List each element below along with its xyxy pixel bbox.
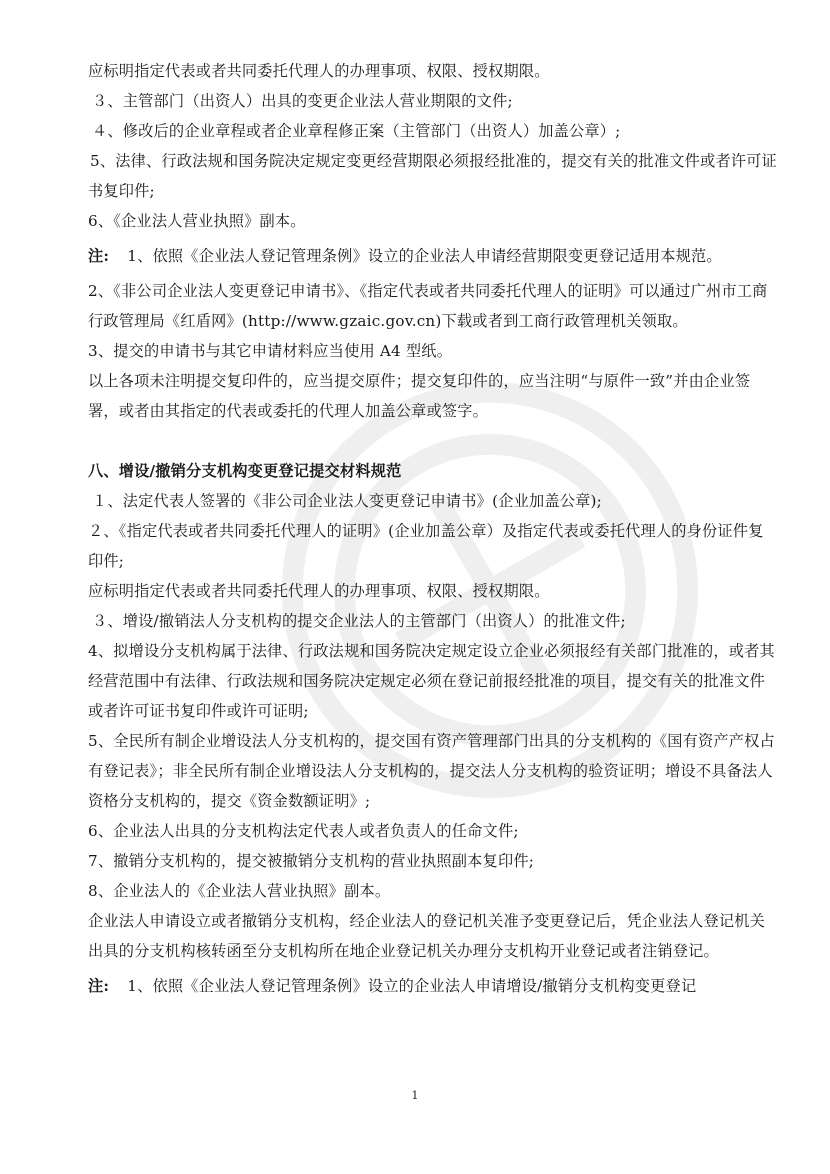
paragraph: 3、提交的申请书与其它申请材料应当使用 A4 型纸。 [88,342,453,360]
paragraph: ３、主管部门（出资人）出具的变更企业法人营业期限的文件; [92,92,513,110]
paragraph: ２、《指定代表或者共同委托代理人的证明》(企业加盖公章）及指定代表或委托代理人的身份证件复印件; [88,522,764,570]
note-line [88,241,768,271]
paragraph: 应标明指定代表或者共同委托代理人的办理事项、权限、授权期限。 [88,582,550,600]
paragraph: 企业法人申请设立或者撤销分支机构，经企业法人的登记机关准予变更登记后，凭企业法人登记机关出具的分支机构核转函至分支机构所在地企业登记机关办理分支机构开业登记或者注销登记。 [88,912,766,960]
paragraph: ３、增设/撤销法人分支机构的提交企业法人的主管部门（出资人）的批准文件; [92,612,626,630]
paragraph: 6、企业法人出具的分支机构法定代表人或者负责人的任命文件; [88,822,519,840]
paragraph: 2、《非公司企业法人变更登记申请书》、《指定代表或者共同委托代理人的证明》可以通过广州市工商行政管理局《红盾网》(http://www.gzaic.gov.cn)下载或者到工商行政管理机关领取。 [88,282,768,330]
paragraph: 6、《企业法人营业执照》副本。 [88,212,306,230]
note-label: 注: [88,977,110,995]
page-number: 1 [411,1089,419,1102]
paragraph: ４、修改后的企业章程或者企业章程修正案（主管部门（出资人）加盖公章）; [92,122,621,140]
paragraph: 8、企业法人的《企业法人营业执照》副本。 [88,882,391,900]
paragraph [88,146,778,206]
paragraph: 7、撤销分支机构的，提交被撤销分支机构的营业执照副本复印件; [88,852,535,870]
note-text: 1、依照《企业法人登记管理条例》设立的企业法人申请增设/撤销分支机构变更登记 [127,977,697,995]
note-label: 注: [88,247,110,265]
note-line [88,971,768,1001]
section-heading: 八、增设/撤销分支机构变更登记提交材料规范 [88,462,402,480]
paragraph: 4、拟增设分支机构属于法律、行政法规和国务院决定规定设立企业必须报经有关部门批准的，或者其经营范围中有法律、行政法规和国务院决定规定必须在登记前报经批准的项目，提交有关的批准文件或者许可证书复印件或许可证明; [88,642,775,720]
document-body [88,56,777,1001]
paragraph: 应标明指定代表或者共同委托代理人的办理事项、权限、授权期限。 [88,62,550,80]
paragraph: 以上各项未注明提交复印件的，应当提交原件；提交复印件的，应当注明“与原件一致”并由企业签署，或者由其指定的代表或委托的代理人加盖公章或签字。 [88,372,751,420]
paragraph-text: 5、法律、行政法规和国务院决定规定变更经营期限必须报经批准的，提交有关的批准文件或者许可证书复印件; [88,152,777,200]
paragraph: 5、全民所有制企业增设法人分支机构的，提交国有资产管理部门出具的分支机构的《国有资产产权占有登记表》；非全民所有制企业增设法人分支机构的，提交法人分支机构的验资证明；增设不具备法人资格分支机构的，提交《资金数额证明》; [88,732,775,810]
note-text: 1、依照《企业法人登记管理条例》设立的企业法人申请经营期限变更登记适用本规范。 [127,247,722,265]
paragraph: １、法定代表人签署的《非公司企业法人变更登记申请书》(企业加盖公章); [92,492,602,510]
